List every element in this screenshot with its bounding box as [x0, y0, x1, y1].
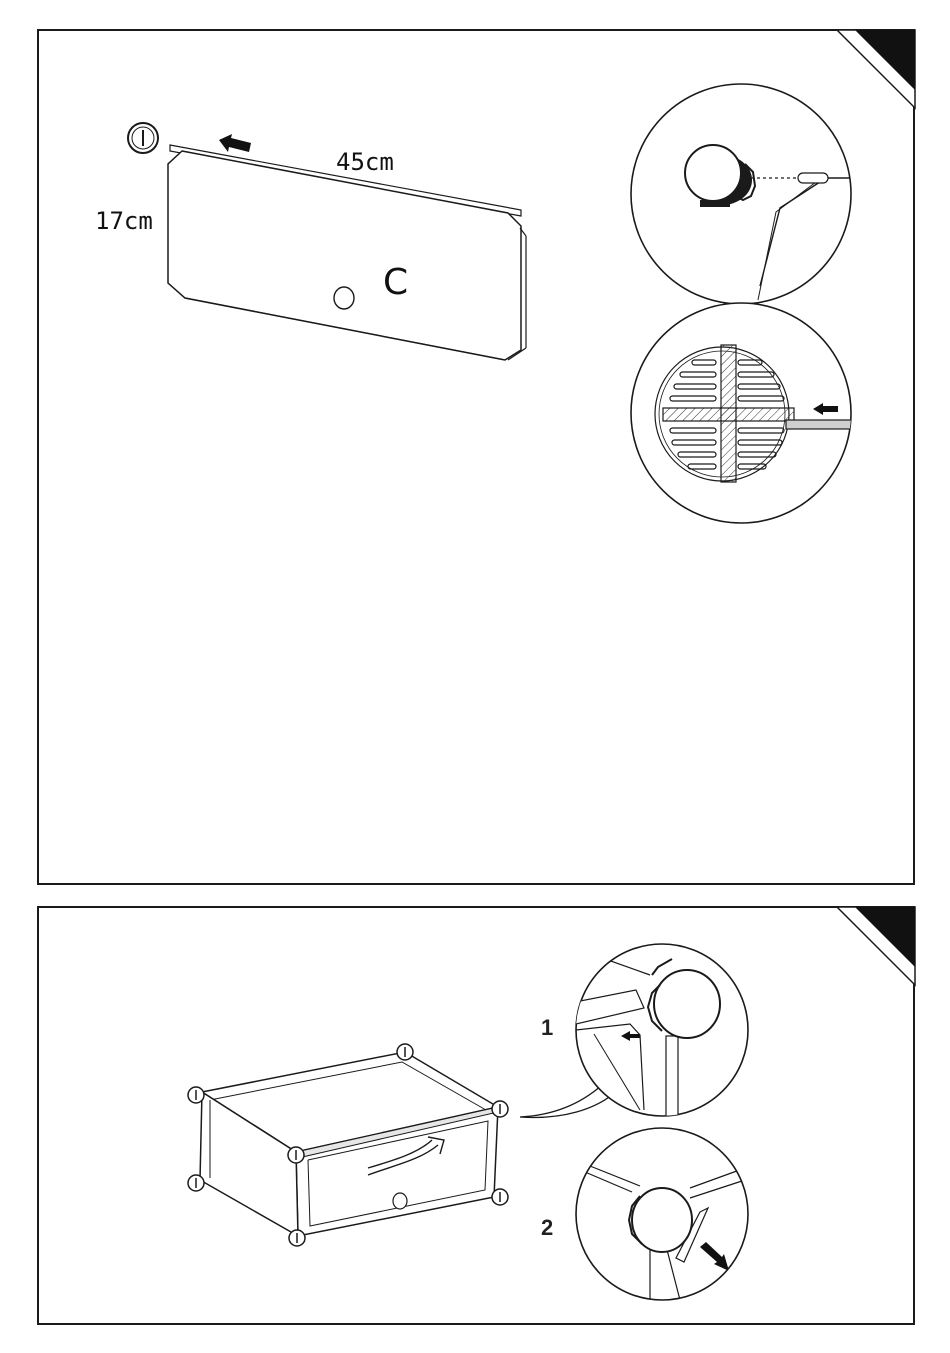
handle-hole-icon: [334, 287, 354, 309]
detail-connector-zoom: [631, 84, 860, 304]
dimension-width-label: 45cm: [336, 148, 394, 176]
detail-2-label: 2: [541, 1215, 554, 1240]
board-c-illustration: [168, 145, 526, 360]
corner-marker-bottom: [837, 907, 915, 985]
dimension-height-label: 17cm: [95, 207, 153, 235]
corner-marker-top: [837, 30, 915, 108]
detail-cross-section: [631, 303, 866, 523]
detail-1-label: 1: [541, 1015, 554, 1040]
insert-arrow-icon: [219, 134, 251, 152]
panel-letter-label: C: [383, 262, 409, 303]
connector-icon: [128, 123, 158, 153]
callout-tail: [520, 1085, 612, 1117]
detail-2-zoom: [576, 1128, 748, 1300]
assembled-cube-illustration: [200, 1052, 498, 1236]
